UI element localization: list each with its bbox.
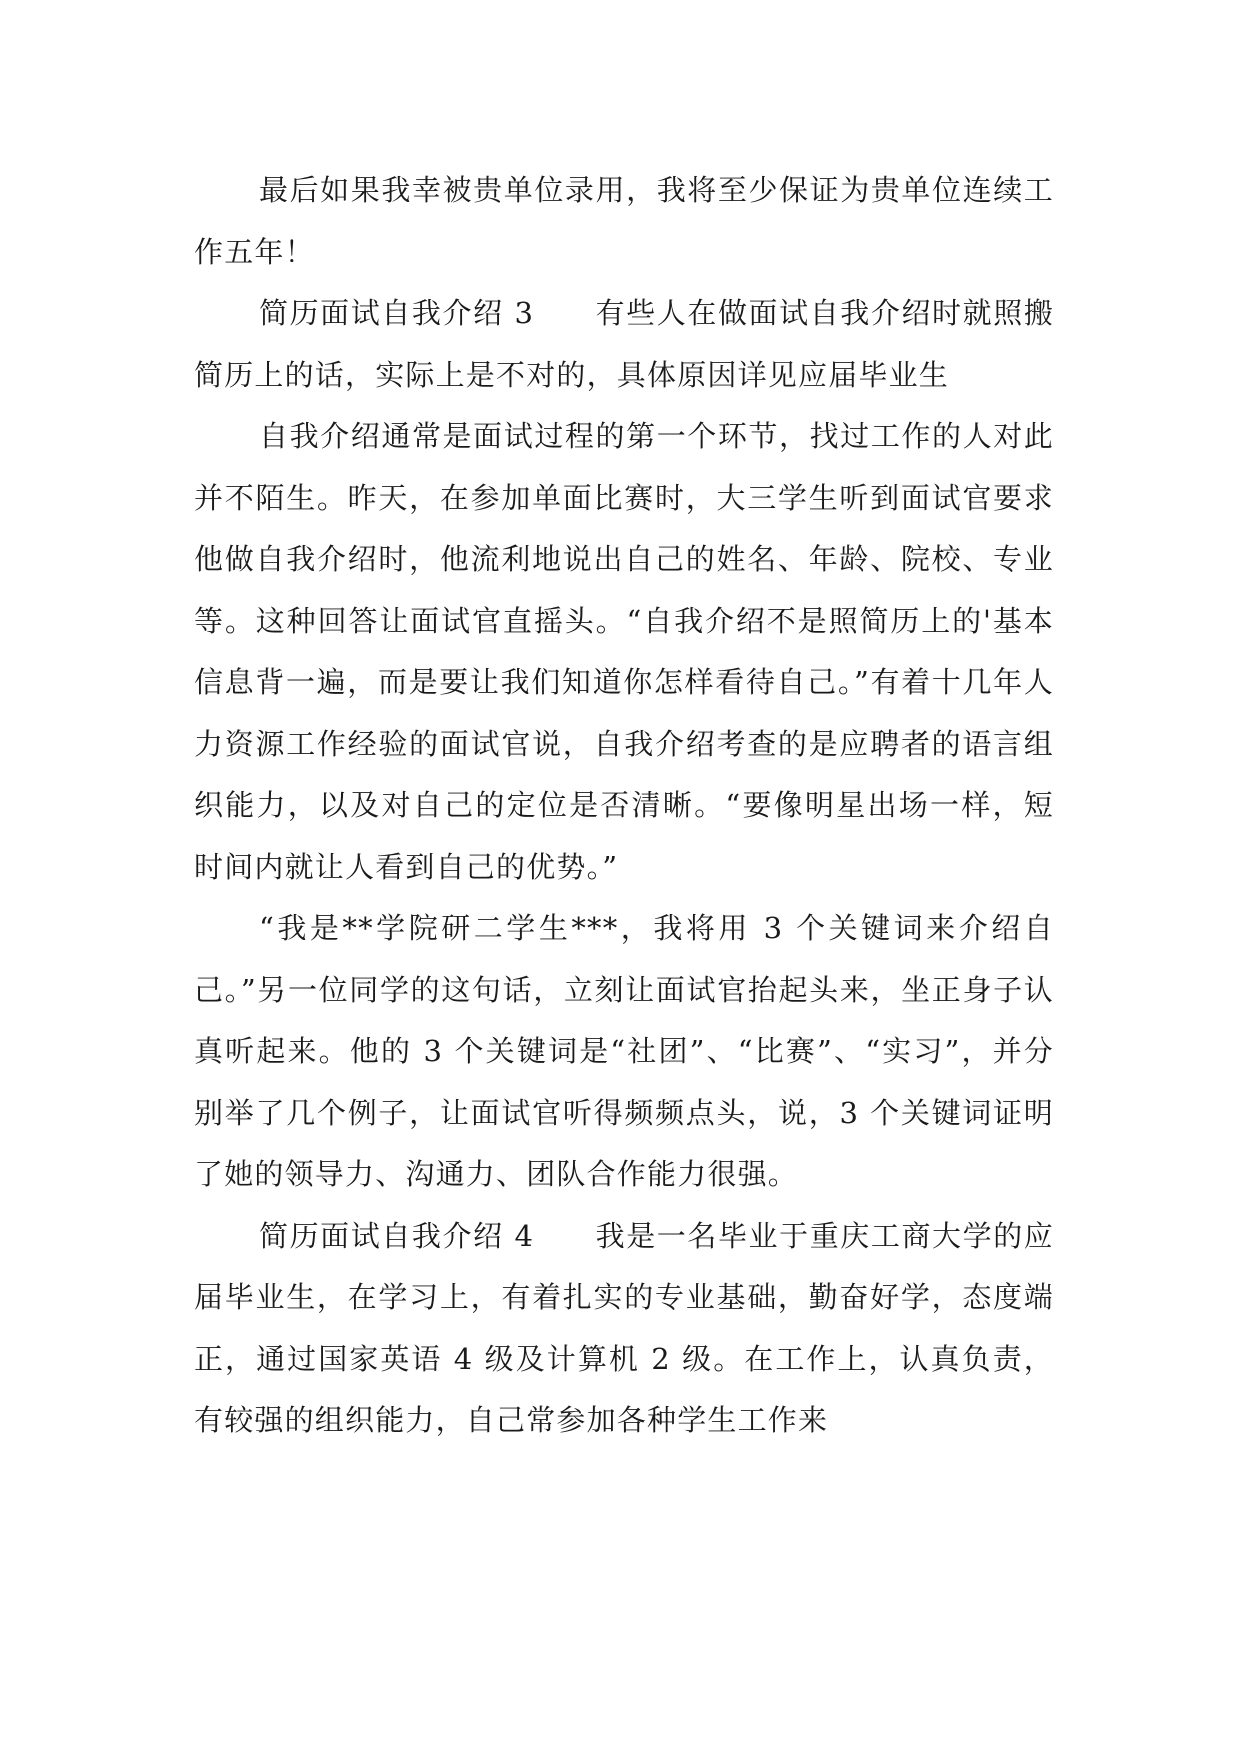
- paragraph-intro-4: 简历面试自我介绍 4 我是一名毕业于重庆工商大学的应届毕业生，在学习上，有着扎实的专业基础，勤奋好学，态度端正，通过国家英语 4 级及计算机 2 级。在工作上，认真负责，有较强的组织能力，自己常参加各种学生工作来: [194, 1218, 1054, 1437]
- paragraph-closing-commitment: 最后如果我幸被贵单位录用，我将至少保证为贵单位连续工作五年！: [194, 173, 1054, 269]
- document-page: [194, 160, 1054, 1452]
- paragraph-intro-3: 简历面试自我介绍 3 有些人在做面试自我介绍时就照搬简历上的话，实际上是不对的，具体原因详见应届毕业生: [194, 296, 1054, 392]
- paragraph-self-intro-tips: 自我介绍通常是面试过程的第一个环节，找过工作的人对此并不陌生。昨天，在参加单面比赛时，大三学生听到面试官要求他做自我介绍时，他流利地说出自己的姓名、年龄、院校、专业等。这种回答让面试官直摇头。“自我介绍不是照简历上的'基本信息背一遍，而是要让我们知道你怎样看待自己。”有着十几年人力资源工作经验的面试官说，自我介绍考查的是应聘者的语言组织能力，以及对自己的定位是否清晰。“要像明星出场一样，短时间内就让人看到自己的优势。”: [194, 419, 1054, 884]
- paragraph-keywords-example: “我是**学院研二学生***，我将用 3 个关键词来介绍自己。”另一位同学的这句话，立刻让面试官抬起头来，坐正身子认真听起来。他的 3 个关键词是“社团”、“比赛”、“实习”，并分别举了几个例子，让面试官听得频频点头，说，3 个关键词证明了她的领导力、沟通力、团队合作能力很强。: [194, 911, 1054, 1191]
